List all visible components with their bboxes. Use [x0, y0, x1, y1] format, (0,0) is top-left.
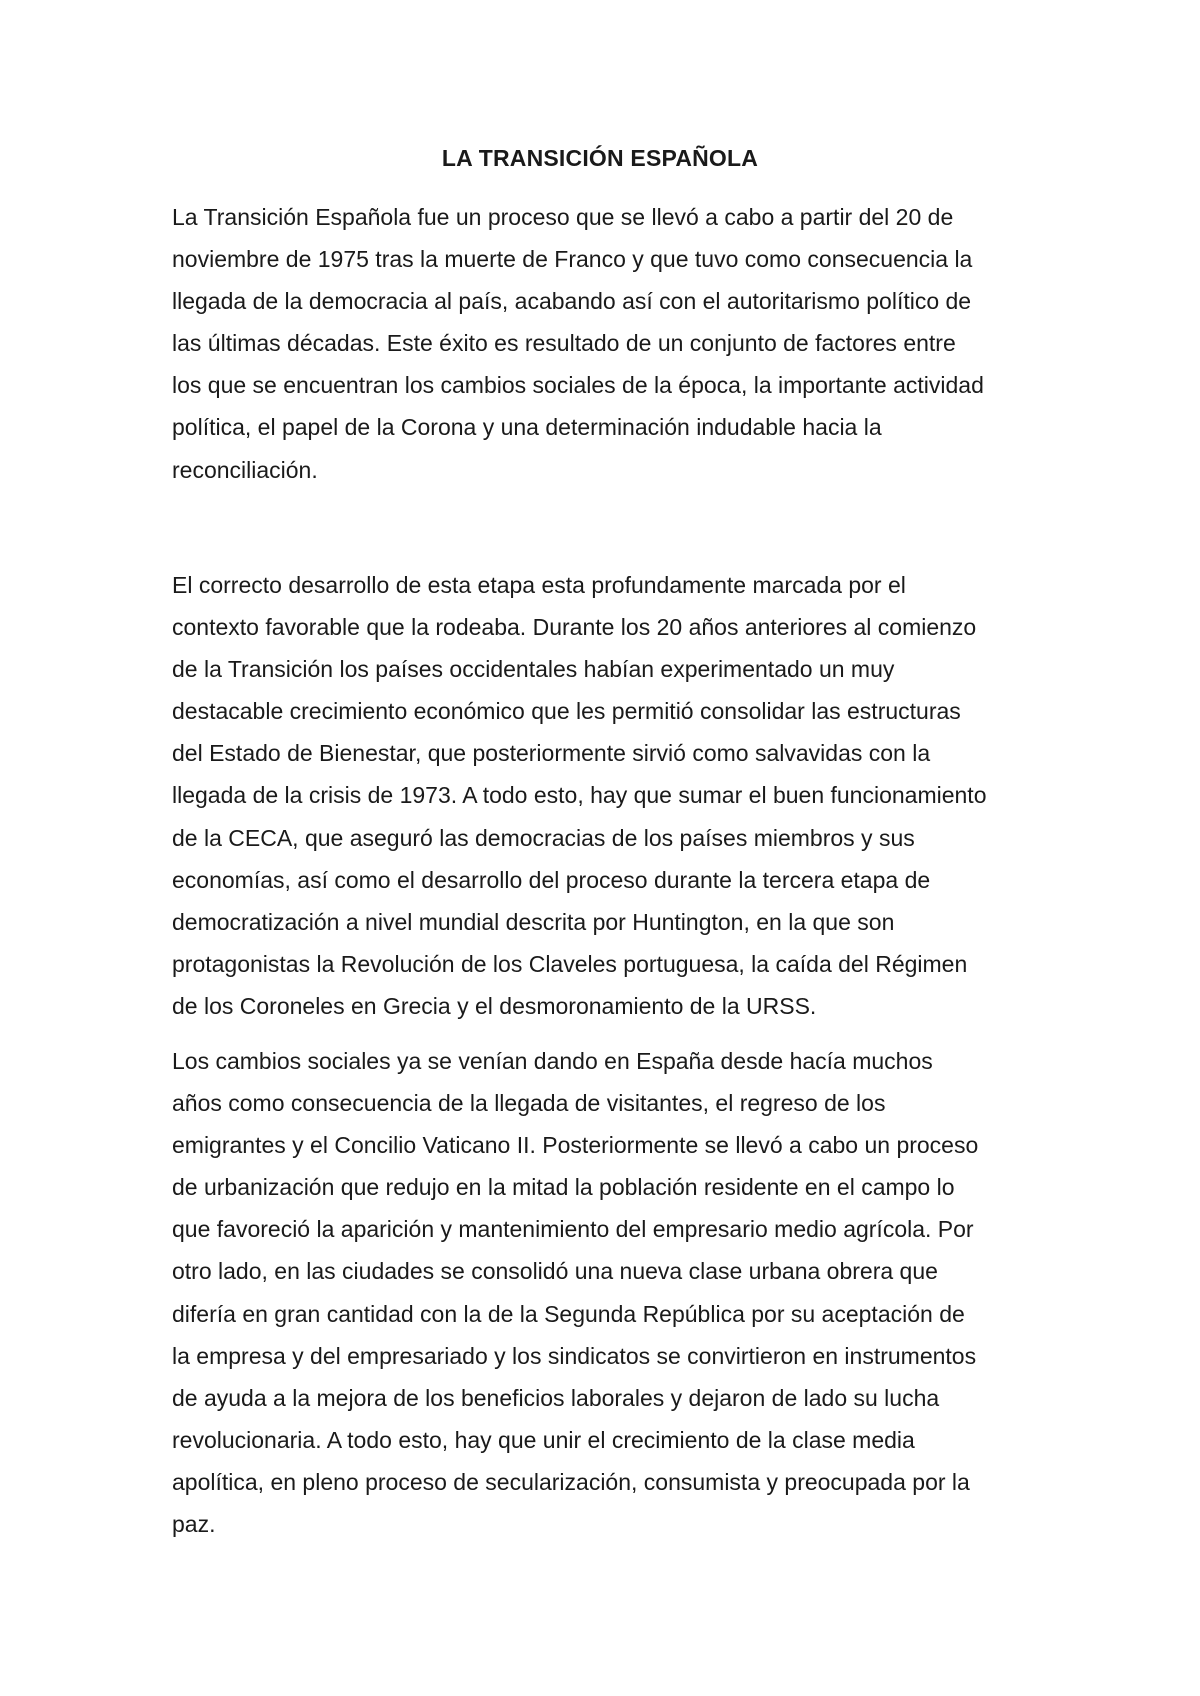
- paragraph-line: de ayuda a la mejora de los beneficios laborales y dejaron de lado su lucha: [172, 1384, 940, 1411]
- paragraph-line: del Estado de Bienestar, que posteriormente sirvió como salvavidas con la: [172, 740, 931, 767]
- paragraph-line: El correcto desarrollo de esta etapa esta profundamente marcada por el: [172, 572, 906, 598]
- paragraph-line: de la CECA, que aseguró las democracias de los países miembros y sus: [172, 824, 915, 851]
- paragraph-line: apolítica, en pleno proceso de secularización, consumista y preocupada por la: [172, 1468, 970, 1495]
- paragraph-line: la empresa y del empresariado y los sindicatos se convirtieron en instrumentos: [172, 1342, 977, 1369]
- paragraph-line: democratización a nivel mundial descrita por Huntington, en la que son: [172, 908, 895, 935]
- paragraph-line: que favoreció la aparición y mantenimiento del empresario medio agrícola. Por: [172, 1216, 974, 1243]
- paragraph-line: destacable crecimiento económico que les permitió consolidar las estructuras: [172, 698, 961, 725]
- paragraph-line: las últimas décadas. Este éxito es resultado de un conjunto de factores entre: [172, 330, 956, 357]
- paragraph-line: de urbanización que redujo en la mitad la población residente en el campo lo: [172, 1174, 955, 1201]
- paragraph-line: revolucionaria. A todo esto, hay que unir el crecimiento de la clase media: [172, 1426, 915, 1453]
- paragraph-3: [172, 1040, 1052, 1545]
- paragraph-line: llegada de la crisis de 1973. A todo esto, hay que sumar el buen funcionamiento: [172, 782, 987, 809]
- document-title: LA TRANSICIÓN ESPAÑOLA: [441, 145, 759, 171]
- paragraph-line: Los cambios sociales ya se venían dando en España desde hacía muchos: [172, 1048, 933, 1074]
- paragraph-line: política, el papel de la Corona y una determinación indudable hacia la: [172, 414, 882, 441]
- paragraph-line: paz.: [172, 1511, 216, 1538]
- paragraph-line: reconciliación.: [172, 456, 318, 483]
- paragraph-line: noviembre de 1975 tras la muerte de Franco y que tuvo como consecuencia la: [172, 246, 973, 273]
- paragraph-line: de los Coroneles en Grecia y el desmoronamiento de la URSS.: [172, 992, 817, 1019]
- paragraph-line: otro lado, en las ciudades se consolidó una nueva clase urbana obrera que: [172, 1258, 938, 1285]
- paragraph-1: [172, 196, 1052, 491]
- paragraph-line: economías, así como el desarrollo del proceso durante la tercera etapa de: [172, 866, 931, 893]
- paragraph-line: años como consecuencia de la llegada de visitantes, el regreso de los: [172, 1090, 886, 1117]
- paragraph-line: los que se encuentran los cambios sociales de la época, la importante actividad: [172, 372, 984, 399]
- paragraph-line: difería en gran cantidad con la de la Segunda República por su aceptación de: [172, 1300, 965, 1327]
- paragraph-line: protagonistas la Revolución de los Claveles portuguesa, la caída del Régimen: [172, 950, 968, 977]
- paragraph-2: [172, 564, 1052, 1027]
- paragraph-line: emigrantes y el Concilio Vaticano II. Posteriormente se llevó a cabo un proceso: [172, 1132, 979, 1159]
- paragraph-line: La Transición Española fue un proceso que se llevó a cabo a partir del 20 de: [172, 204, 954, 230]
- paragraph-line: contexto favorable que la rodeaba. Durante los 20 años anteriores al comienzo: [172, 614, 977, 641]
- paragraph-line: de la Transición los países occidentales habían experimentado un muy: [172, 656, 895, 683]
- paragraph-line: llegada de la democracia al país, acabando así con el autoritarismo político de: [172, 288, 972, 315]
